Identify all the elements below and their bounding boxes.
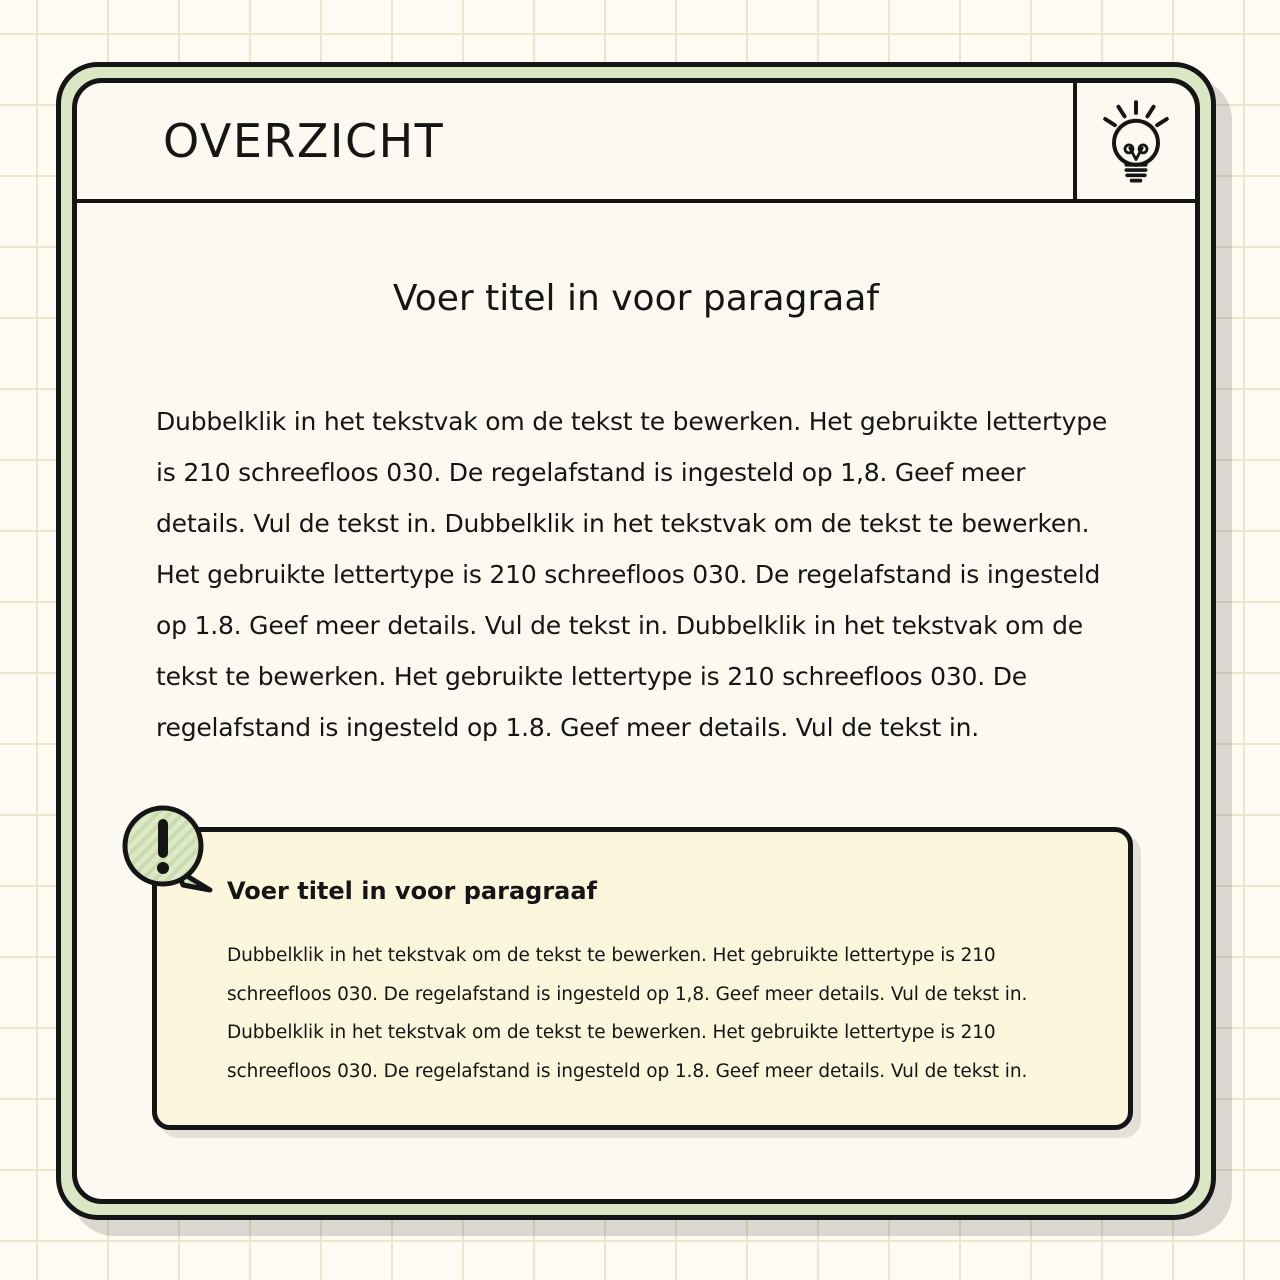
callout-body-textbox[interactable]: Dubbelklik in het tekstvak om de tekst te bewerken. Het gebruikte lettertype is 210 schreefloos 030. De regelafstand is ingesteld op 1,8. Geef meer details. Vul de tekst in. Dubbelklik in het tekstvak om de tekst te bewerken. Het gebruikte lettertype is 210 schreefloos 030. De regelafstand is ingesteld op 1.8. Geef meer details. Vul de tekst in. <box>227 945 1028 1082</box>
callout-title-textbox[interactable]: Voer titel in voor paragraaf <box>227 877 597 906</box>
page-title[interactable]: OVERZICHT <box>163 114 445 168</box>
lightbulb-icon <box>1092 97 1180 185</box>
card-content <box>77 203 1195 1199</box>
callout-box[interactable] <box>152 827 1133 1130</box>
card-header <box>77 83 1195 203</box>
section-body-textbox[interactable]: Dubbelklik in het tekstvak om de tekst te bewerken. Het gebruikte lettertype is 210 schreefloos 030. De regelafstand is ingesteld op 1,8. Geef meer details. Vul de tekst in. Dubbelklik in het tekstvak om de tekst te bewerken. Het gebruikte lettertype is 210 schreefloos 030. De regelafstand is ingesteld op 1.8. Geef meer details. Vul de tekst in. Dubbelklik in het tekstvak om de tekst te bewerken. Het gebruikte lettertype is 210 schreefloos 030. De regelafstand is ingesteld op 1.8. Geef meer details. Vul de tekst in. <box>156 407 1108 743</box>
section-title-textbox[interactable]: Voer titel in voor paragraaf <box>392 278 880 319</box>
card-inner <box>72 78 1200 1204</box>
worksheet-card <box>56 62 1216 1220</box>
exclamation-speech-bubble-icon <box>117 800 217 900</box>
lightbulb-icon-box <box>1073 83 1195 199</box>
